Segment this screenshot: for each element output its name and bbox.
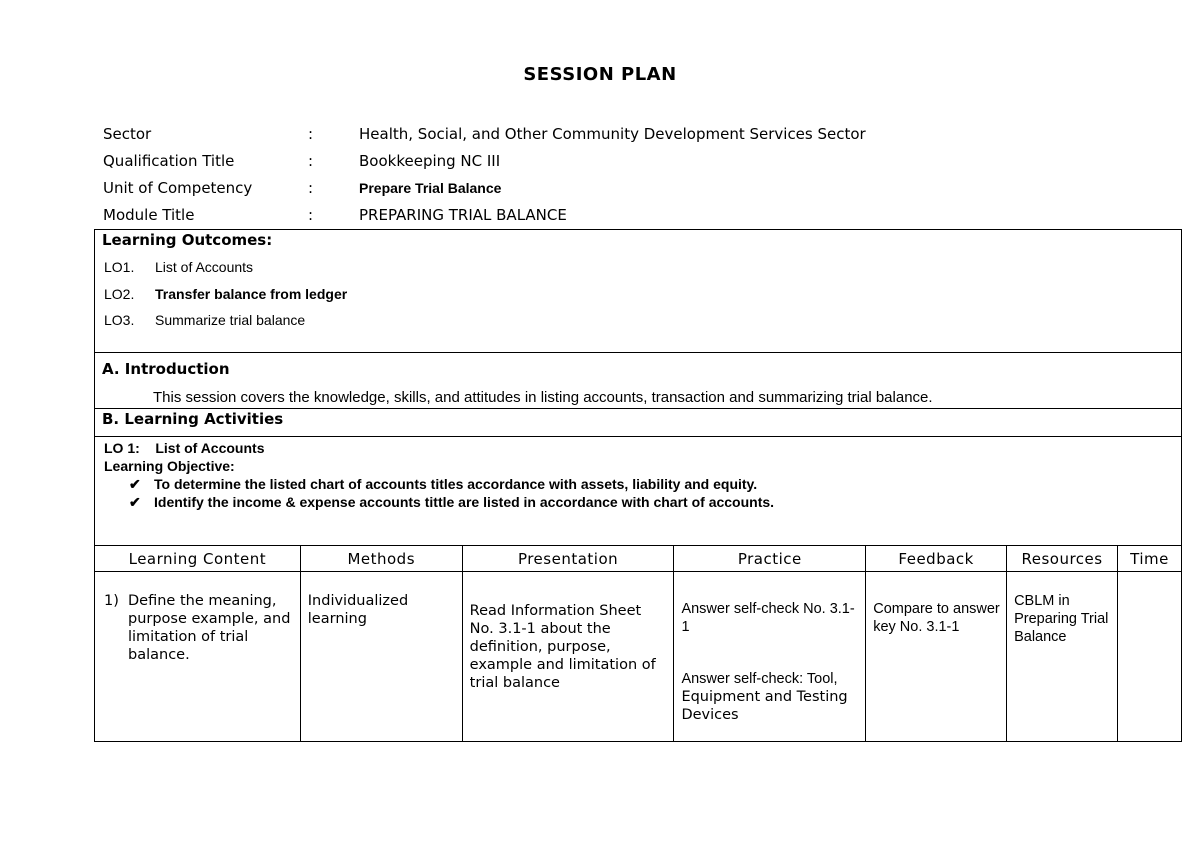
objective-text: Identify the income & expense accounts tittle are listed in accordance with chart of accounts. (154, 494, 775, 510)
learning-activities-section (94, 408, 1182, 437)
practice-text: Equipment and Testing Devices (681, 689, 848, 723)
learning-outcomes-heading: Learning Outcomes: (102, 231, 273, 249)
content-number: 1) (104, 593, 119, 609)
objective-item (104, 493, 774, 511)
time-text (1118, 572, 1181, 592)
feedback-cell (866, 572, 1007, 742)
outcome-text: List of Accounts (155, 259, 254, 275)
column-header: Practice (674, 546, 866, 572)
meta-colon: : (308, 124, 314, 143)
column-header: Feedback (866, 546, 1007, 572)
learning-content-cell (95, 572, 301, 742)
methods-text: Individualized learning (307, 593, 409, 627)
check-icon: ✔ (129, 476, 141, 492)
learning-outcomes-section (94, 229, 1182, 353)
column-header: Learning Content (95, 546, 301, 572)
plan-metadata (103, 120, 866, 228)
column-header: Time (1118, 546, 1182, 572)
lo1-section (94, 436, 1182, 546)
learning-outcome-item (104, 286, 347, 302)
check-icon: ✔ (129, 494, 141, 510)
meta-value: PREPARING TRIAL BALANCE (359, 205, 567, 224)
introduction-text: This session covers the knowledge, skills, and attitudes in listing accounts, transaction and summarizing trial balance. (153, 389, 933, 406)
meta-label: Unit of Competency (103, 178, 253, 197)
meta-row-qualification (103, 147, 866, 174)
meta-label: Module Title (103, 205, 195, 224)
learning-outcome-item (104, 259, 253, 275)
feedback-text: Compare to answer key No. 3.1-1 (873, 601, 1000, 635)
practice-text: Answer self-check No. 3.1-1 (681, 601, 855, 635)
practice-item (681, 670, 859, 724)
objective-text: To determine the listed chart of accounts titles accordance with assets, liability and equity. (154, 476, 758, 492)
meta-colon: : (308, 151, 314, 170)
table-row (95, 572, 1182, 742)
presentation-text: Read Information Sheet No. 3.1-1 about the definition, purpose, example and limitation of trial balance (469, 603, 656, 691)
outcome-number: LO2. (104, 286, 135, 302)
learning-activities-heading: B. Learning Activities (102, 410, 284, 428)
table-header-row (95, 546, 1182, 572)
meta-colon: : (308, 205, 314, 224)
outcome-text: Summarize trial balance (155, 312, 306, 328)
meta-row-module (103, 201, 866, 228)
resources-cell (1007, 572, 1118, 742)
introduction-section (94, 352, 1182, 409)
meta-colon: : (308, 178, 314, 197)
content-text: Define the meaning, purpose example, and limitation of trial balance. (128, 593, 291, 663)
meta-value: Prepare Trial Balance (359, 179, 502, 196)
meta-row-unit (103, 174, 866, 201)
practice-cell (674, 572, 866, 742)
outcome-text: Transfer balance from ledger (155, 286, 348, 302)
lo1-content (104, 439, 774, 511)
methods-cell (300, 572, 462, 742)
presentation-cell (462, 572, 674, 742)
meta-label: Qualification Title (103, 151, 235, 170)
meta-value: Bookkeeping NC III (359, 151, 501, 170)
meta-row-sector (103, 120, 866, 147)
column-header: Methods (300, 546, 462, 572)
learning-objective-label: Learning Objective: (104, 458, 235, 474)
learning-outcome-item (104, 312, 305, 328)
lo1-heading: LO 1: List of Accounts (104, 440, 265, 456)
column-header: Presentation (462, 546, 674, 572)
page-title: SESSION PLAN (523, 64, 677, 85)
practice-text: Answer self-check: Tool, (681, 671, 838, 687)
objective-item (104, 475, 774, 493)
outcome-number: LO1. (104, 259, 135, 275)
introduction-heading: A. Introduction (102, 360, 230, 378)
activities-table (94, 545, 1182, 742)
time-cell (1118, 572, 1182, 742)
meta-label: Sector (103, 124, 152, 143)
column-header: Resources (1007, 546, 1118, 572)
meta-value: Health, Social, and Other Community Development Services Sector (359, 124, 866, 143)
outcome-number: LO3. (104, 312, 135, 328)
practice-item (681, 600, 859, 636)
resources-text: CBLM in Preparing Trial Balance (1014, 593, 1109, 645)
